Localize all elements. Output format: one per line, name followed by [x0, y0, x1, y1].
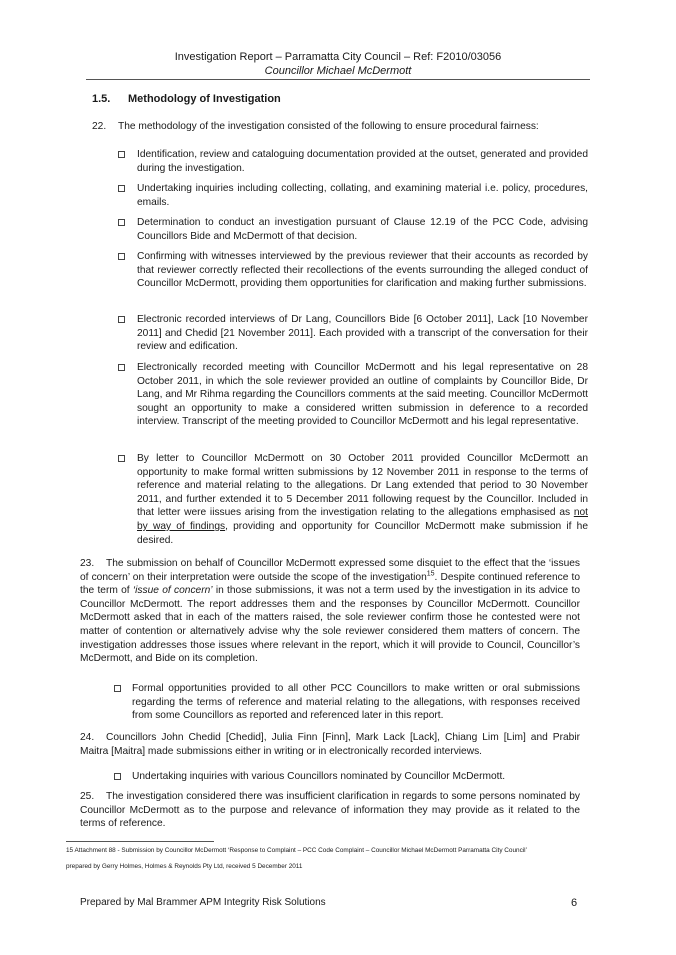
- list-item-text: Identification, review and cataloguing documentation provided at the outset, generated and provided during the investigation.: [137, 149, 588, 174]
- list-item: [118, 216, 588, 243]
- footnote-reference: 15: [426, 570, 435, 578]
- header-report-title: Investigation Report – Parramatta City Council – Ref: F2010/03056: [174, 51, 502, 63]
- section-title: Methodology of Investigation: [128, 93, 281, 105]
- square-bullet-icon: [118, 455, 125, 462]
- paragraph-number: 23.: [80, 558, 95, 569]
- list-item-text: [137, 452, 588, 547]
- list-item: [118, 313, 588, 354]
- square-bullet-icon: [118, 185, 125, 192]
- emphasised-term: ‘issue of concern’: [132, 585, 213, 597]
- square-bullet-icon: [118, 219, 125, 226]
- paragraph-text: The investigation considered there was insufficient clarification in regards to some persons nominated by Councillor McDermott as to the purpose and relevance of information they may provide as it related to the terms of reference.: [80, 791, 580, 830]
- square-bullet-icon: [118, 151, 125, 158]
- footnote-line: 15 Attachment 88 - Submission by Councillor McDermott ‘Response to Complaint – PCC Code Complaint – Councillor Michael McDermott Parramatta City Council’: [66, 847, 528, 854]
- list-item-text: Electronic recorded interviews of Dr Lang, Councillors Bide [6 October 2011], Lack [10 November 2011] and Chedid [21 November 2011]. Each provided with a transcript of the conversation for their review and edification.: [137, 314, 588, 353]
- paragraph-text: The methodology of the investigation consisted of the following to ensure procedural fairness:: [118, 121, 539, 132]
- header-subject: Councillor Michael McDermott: [264, 65, 412, 77]
- list-item: [114, 682, 580, 723]
- paragraph-text: in those submissions, it was not a term used by the investigation in its advice to Councillor McDermott. The report addresses them and the responses by Councillor McDermott. Councillor McDermott asked that in each of the matters raised, the sole reviewer confirm those he contested were not matter of contention or alternatively advise why the sole reviewer considered them matters of concern. The investigation addresses those issues where relevant in the report, which it will provide to Council, Councillor’s McDermott, and Bide on its completion.: [80, 585, 580, 665]
- page-number: 6: [571, 897, 578, 909]
- square-bullet-icon: [118, 364, 125, 371]
- square-bullet-icon: [118, 253, 125, 260]
- paragraph-22: [92, 120, 592, 134]
- paragraph-25: [80, 790, 580, 831]
- list-item-text: Formal opportunities provided to all other PCC Councillors to make written or oral submissions regarding the terms of reference and material relating to the allegations, with responses received from some Councillors as reported and referenced later in this report.: [132, 683, 580, 722]
- section-heading: [92, 93, 281, 105]
- paragraph-24: [80, 731, 580, 758]
- paragraph-number: 25.: [80, 791, 95, 802]
- square-bullet-icon: [114, 685, 121, 692]
- paragraph-number: 24.: [80, 732, 95, 743]
- page-header: [86, 50, 590, 78]
- list-item-text: Undertaking inquiries including collecting, collating, and examining material i.e. policy, procedures, emails.: [137, 183, 588, 208]
- list-item-text-part: , providing and opportunity for Councillor McDermott make submission if he desired.: [137, 520, 589, 546]
- page-footer: Prepared by Mal Brammer APM Integrity Risk Solutions: [80, 897, 326, 908]
- paragraph-text: The submission on behalf of Councillor McDermott expressed some disquiet to the effect that the ‘issues of concern’ on their interpretation were outside the scope of the investigation: [80, 558, 580, 583]
- footnote-line: prepared by Gerry Holmes, Holmes & Reynolds Pty Ltd, received 5 December 2011: [66, 863, 303, 870]
- paragraph-number: 22.: [92, 121, 107, 132]
- list-item: [118, 361, 588, 429]
- footnote-divider: [66, 841, 214, 842]
- list-item: [118, 250, 588, 291]
- paragraph-text: Councillors John Chedid [Chedid], Julia Finn [Finn], Mark Lack [Lack], Chiang Lim [Lim] and Prabir Maitra [Maitra] made submissions either in writing or in electronically recorded interviews.: [80, 732, 580, 757]
- list-item-text: Confirming with witnesses interviewed by the previous reviewer that their accounts as recorded by that reviewer correctly reflected their recollections of the events surrounding the alleged conduct of Councillor McDermott, providing them opportunities for clarification and making further submissions.: [137, 251, 588, 290]
- list-item-text: Determination to conduct an investigation pursuant of Clause 12.19 of the PCC Code, advising Councillors Bide and McDermott of that decision.: [137, 217, 588, 242]
- list-item: [118, 452, 588, 547]
- underlined-phrase: not by way of findings: [137, 507, 588, 532]
- paragraph-text: . Despite continued reference to the term of: [80, 571, 580, 597]
- list-item: [118, 148, 588, 175]
- square-bullet-icon: [118, 316, 125, 323]
- list-item: [118, 182, 588, 209]
- list-item-text-part: By letter to Councillor McDermott on 30 October 2011 provided Councillor McDermott an opportunity to make formal written submissions by 12 November 2011 in response to the terms of reference and material relating to the allegations. Dr Lang extended that period to 30 November 2011, and further extended it to 5 December 2011 following request by the Councillor. Included in that letter were iissues arising from the investigation relating to the allegations emphasised as: [137, 453, 588, 519]
- section-number: 1.5.: [92, 93, 111, 105]
- paragraph-23: [80, 557, 580, 666]
- header-divider: [86, 79, 590, 80]
- square-bullet-icon: [114, 773, 121, 780]
- list-item: [114, 770, 580, 784]
- list-item-text: Electronically recorded meeting with Councillor McDermott and his legal representative on 28 October 2011, in which the sole reviewer provided an outline of complaints by Councillor Bide, Dr Lang, and Mr Rihma regarding the Councillors comments at the said meeting. Councillor McDermott sought an opportunity to make a considered written submission in deference to a recorded interview. Transcript of the meeting provided to Councillor McDermott and his legal representative.: [137, 362, 588, 428]
- list-item-text: Undertaking inquiries with various Councillors nominated by Councillor McDermott.: [132, 771, 506, 782]
